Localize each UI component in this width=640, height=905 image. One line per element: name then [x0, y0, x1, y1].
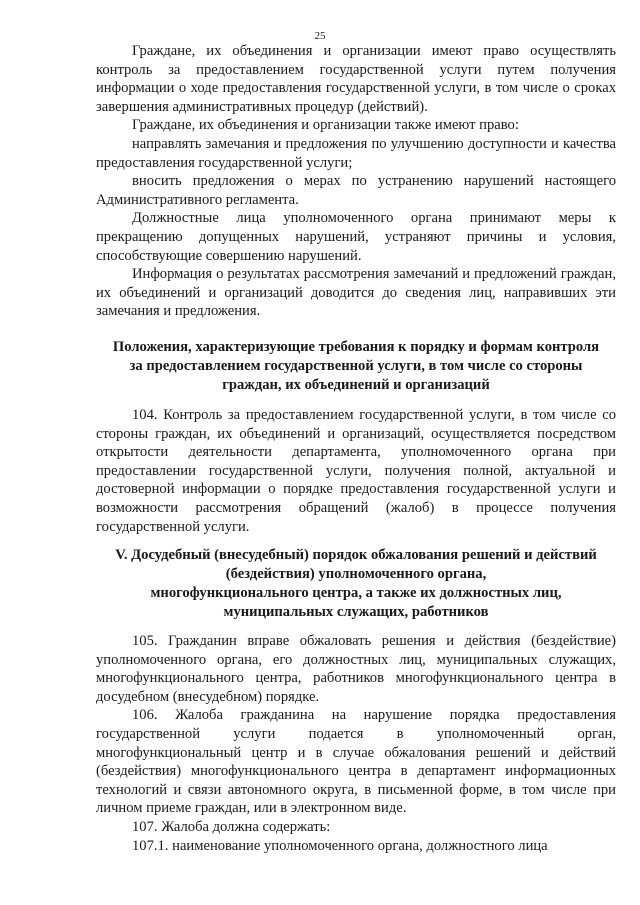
paragraph: 107.1. наименование уполномоченного органа, должностного лица: [132, 837, 548, 854]
paragraph: направлять замечания и предложения по улучшению доступности и качества предоставления государственной услуги;: [96, 135, 616, 171]
section-control-rights: [96, 42, 616, 321]
heading-line: (бездействия) уполномоченного органа,: [225, 566, 487, 582]
section-item-104: [96, 406, 616, 536]
heading-line: Положения, характеризующие требования к порядку и формам контроля: [112, 339, 600, 355]
page-number: 25: [314, 30, 326, 42]
paragraph: 107. Жалоба должна содержать:: [132, 818, 331, 835]
paragraph: 106. Жалоба гражданина на нарушение порядка предоставления государственной услуги подается в уполномоченный орган, многофункциональный центр и в случае обжалования решений и действий (бездействия) многофункционального центра в департамент информационных технологий и связи автономного округа, в письменной форме, в том числе при личном приеме граждан, или в электронном виде.: [96, 707, 616, 817]
section-heading-control: [90, 338, 622, 395]
paragraph: Граждане, их объединения и организации имеют право осуществлять контроль за предоставлением государственной услуги путем получения информации о ходе предоставления государственной услуги, в том числе о сроках завершения административных процедур (действий).: [96, 43, 616, 115]
heading-line: за предоставлением государственной услуги, в том числе со стороны: [129, 358, 583, 374]
heading-line: муниципальных служащих, работников: [223, 604, 489, 620]
paragraph: 105. Гражданин вправе обжаловать решения и действия (бездействие) уполномоченного органа, его должностных лиц, муниципальных служащих, многофункционального центра, работников многофункционального центра в досудебном (внесудебном) порядке.: [96, 633, 616, 705]
paragraph: 104. Контроль за предоставлением государственной услуги, в том числе со стороны граждан, их объединений и организаций, осуществляется посредством открытости деятельности департамента, уполномоченного органа при предоставлении государственной услуги, получения полной, актуальной и достоверной информации о порядке предоставления государственной услуги и возможности рассмотрения обращений (жалоб) в процессе получения государственной услуги.: [96, 407, 616, 535]
paragraph: Должностные лица уполномоченного органа принимают меры к прекращению допущенных нарушений, устраняют причины и условия, способствующие совершению нарушений.: [96, 210, 616, 264]
paragraph: Информация о результатах рассмотрения замечаний и предложений граждан, их объединений и организаций доводится до сведения лиц, направивших эти замечания и предложения.: [96, 266, 616, 320]
heading-line: многофункционального центра, а также их должностных лиц,: [150, 585, 562, 601]
heading-line: V. Досудебный (внесудебный) порядок обжалования решений и действий: [115, 547, 597, 563]
paragraph: вносить предложения о мерах по устранению нарушений настоящего Административного регламента.: [96, 173, 616, 208]
heading-line: граждан, их объединений и организаций: [222, 377, 490, 393]
section-items-105-107: [96, 632, 616, 855]
section-heading-appeal: [90, 546, 622, 622]
paragraph: Граждане, их объединения и организации также имеют право:: [132, 117, 519, 134]
